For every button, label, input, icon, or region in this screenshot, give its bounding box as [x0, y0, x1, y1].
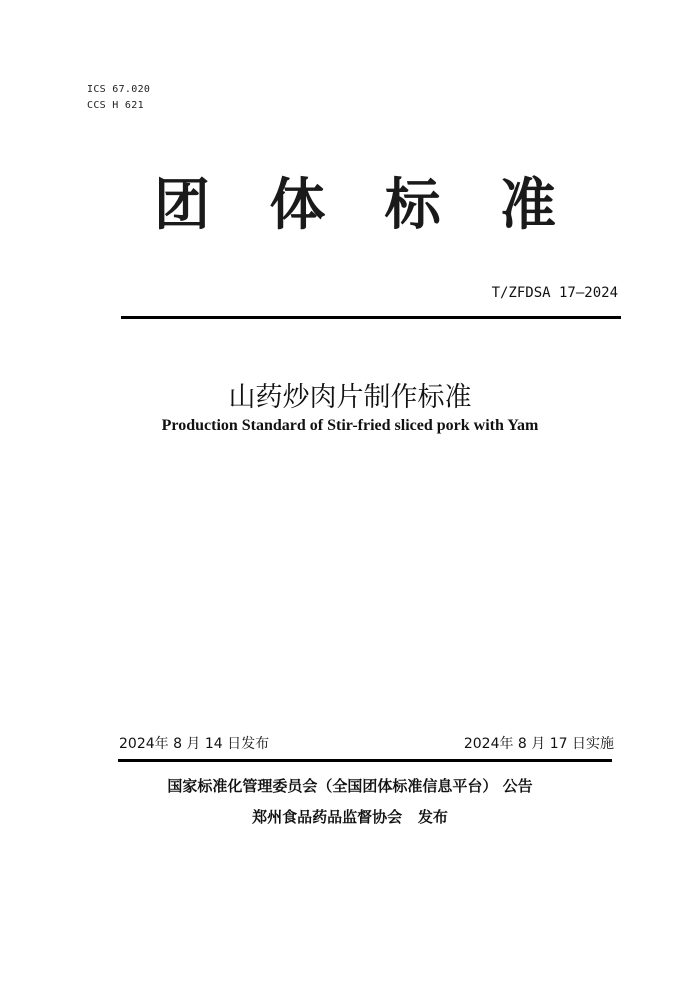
ccs-code: CCS H 621	[87, 100, 144, 111]
top-divider	[121, 316, 621, 319]
publish-date: 2024年 8 月 14 日发布	[119, 736, 270, 752]
heading-char-4: 准	[499, 173, 556, 238]
english-title: Production Standard of Stir-fried sliced pork with Yam	[161, 417, 539, 434]
bottom-divider	[118, 759, 612, 762]
heading-char-2: 体	[269, 173, 326, 238]
document-type-heading	[150, 170, 560, 242]
chinese-title: 山药炒肉片制作标准	[228, 382, 472, 413]
announcing-authority: 国家标准化管理委员会（全国团体标准信息平台） 公告	[167, 777, 533, 795]
heading-char-1: 团	[154, 173, 210, 238]
publishing-organization: 郑州食品药品监督协会 发布	[252, 808, 448, 826]
implement-date: 2024年 8 月 17 日实施	[463, 736, 614, 752]
standard-number: T/ZFDSA 17—2024	[491, 285, 618, 301]
heading-char-3: 标	[384, 173, 441, 238]
ics-code: ICS 67.020	[87, 84, 151, 95]
